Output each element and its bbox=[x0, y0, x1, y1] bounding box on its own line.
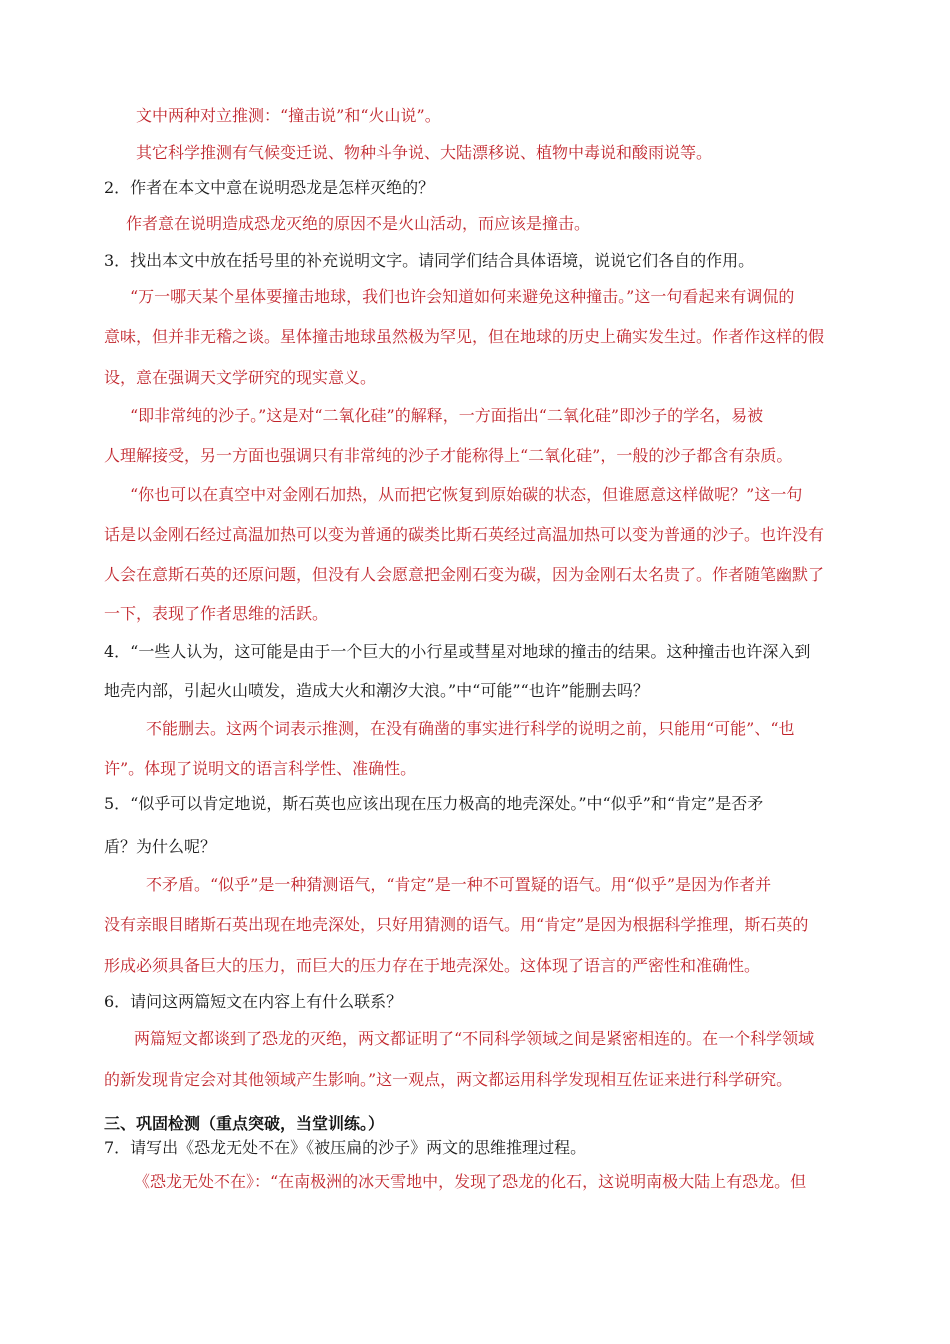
section-heading: 三、巩固检测（重点突破，当堂训练。） bbox=[104, 1114, 385, 1133]
answer-line: 《恐龙无处不在》：“在南极洲的冰天雪地中，发现了恐龙的化石，这说明南极大陆上有恐龙。但 bbox=[134, 1172, 807, 1191]
answer-line: 一下，表现了作者思维的活跃。 bbox=[104, 604, 329, 623]
answer-line: 不能删去。这两个词表示推测，在没有确凿的事实进行科学的说明之前，只能用“可能”、“也 bbox=[146, 719, 795, 738]
question-5-cont: 盾？为什么呢？ bbox=[104, 837, 217, 856]
answer-line: 人会在意斯石英的还原问题，但没有人会愿意把金刚石变为碳，因为金刚石太名贵了。作者随笔幽默了 bbox=[104, 565, 825, 584]
question-5: 5．“似乎可以肯定地说，斯石英也应该出现在压力极高的地壳深处。”中“似乎”和“肯定”是否矛 bbox=[104, 794, 764, 813]
answer-line: “你也可以在真空中对金刚石加热，从而把它恢复到原始碳的状态，但谁愿意这样做呢？”这一句 bbox=[130, 485, 803, 504]
question-2: 2．作者在本文中意在说明恐龙是怎样灭绝的？ bbox=[104, 178, 435, 197]
question-3: 3．找出本文中放在括号里的补充说明文字。请同学们结合具体语境，说说它们各自的作用。 bbox=[104, 251, 755, 270]
question-4: 4．“一些人认为，这可能是由于一个巨大的小行星或彗星对地球的撞击的结果。这种撞击也许深入到 bbox=[104, 642, 811, 661]
answer-line: 许”。体现了说明文的语言科学性、准确性。 bbox=[104, 759, 417, 778]
answer-line: 设，意在强调天文学研究的现实意义。 bbox=[104, 368, 377, 387]
answer-line: 意味，但并非无稽之谈。星体撞击地球虽然极为罕见，但在地球的历史上确实发生过。作者作这样的假 bbox=[104, 327, 825, 346]
answer-line: 不矛盾。“似乎”是一种猜测语气，“肯定”是一种不可置疑的语气。用“似乎”是因为作者并 bbox=[146, 875, 772, 894]
answer-line: 人理解接受，另一方面也强调只有非常纯的沙子才能称得上“二氧化硅”，一般的沙子都含有杂质。 bbox=[104, 446, 793, 465]
answer-line: 两篇短文都谈到了恐龙的灭绝，两文都证明了“不同科学领域之间是紧密相连的。在一个科学领域 bbox=[134, 1029, 815, 1048]
answer-line: 的新发现肯定会对其他领域产生影响。”这一观点，两文都运用科学发现相互佐证来进行科学研究。 bbox=[104, 1070, 793, 1089]
answer-line: 没有亲眼目睹斯石英出现在地壳深处，只好用猜测的语气。用“肯定”是因为根据科学推理，斯石英的 bbox=[104, 915, 809, 934]
question-4-cont: 地壳内部，引起火山喷发，造成大火和潮汐大浪。”中“可能”“也许”能删去吗？ bbox=[104, 681, 649, 700]
answer-line: 形成必须具备巨大的压力，而巨大的压力存在于地壳深处。这体现了语言的严密性和准确性。 bbox=[104, 956, 761, 975]
answer-line: “万一哪天某个星体要撞击地球，我们也许会知道如何来避免这种撞击。”这一句看起来有调侃的 bbox=[130, 287, 795, 306]
answer-line: 作者意在说明造成恐龙灭绝的原因不是火山活动，而应该是撞击。 bbox=[126, 214, 591, 233]
answer-line: 其它科学推测有气候变迁说、物种斗争说、大陆漂移说、植物中毒说和酸雨说等。 bbox=[136, 143, 713, 162]
answer-line: 文中两种对立推测：“撞击说”和“火山说”。 bbox=[136, 106, 441, 125]
answer-line: “即非常纯的沙子。”这是对“二氧化硅”的解释，一方面指出“二氧化硅”即沙子的学名，易被 bbox=[130, 406, 764, 425]
question-7: 7．请写出《恐龙无处不在》《被压扁的沙子》两文的思维推理过程。 bbox=[104, 1138, 587, 1157]
answer-line: 话是以金刚石经过高温加热可以变为普通的碳类比斯石英经过高温加热可以变为普通的沙子。也许没有 bbox=[104, 525, 825, 544]
question-6: 6．请问这两篇短文在内容上有什么联系？ bbox=[104, 992, 403, 1011]
